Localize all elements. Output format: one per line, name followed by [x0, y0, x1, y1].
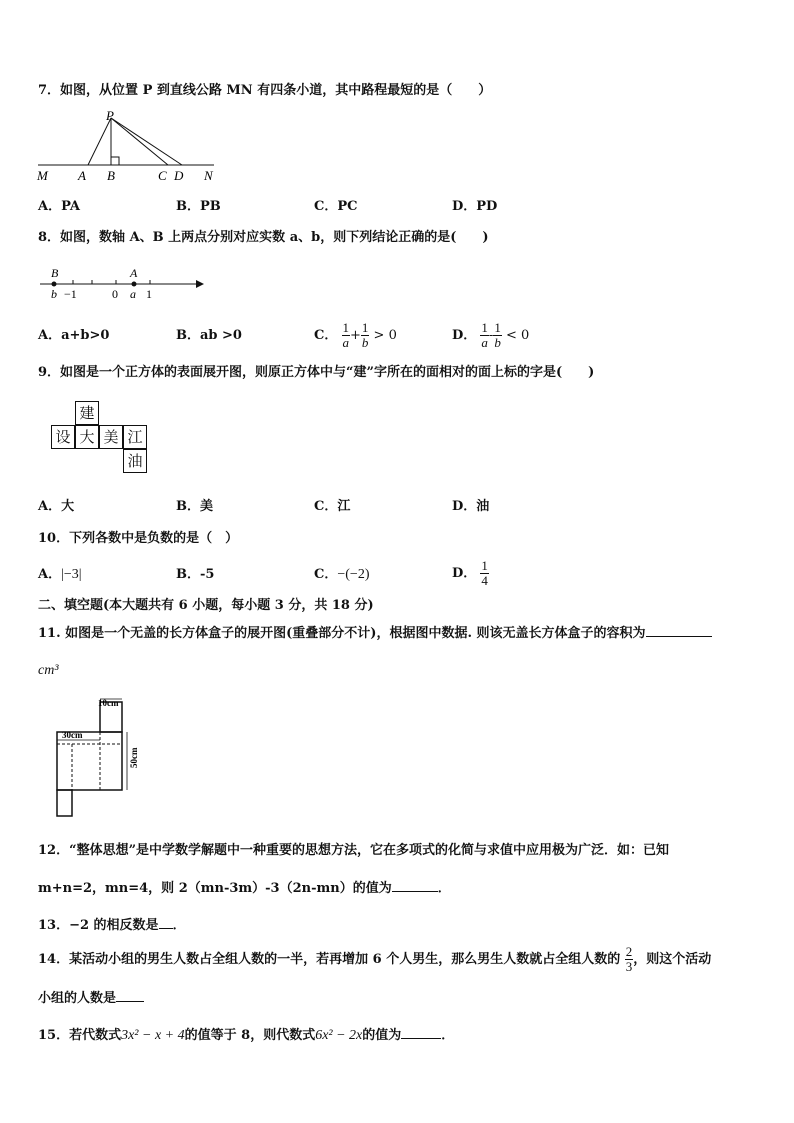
q11-blank — [646, 623, 712, 637]
q14-line1: 14．某活动小组的男生人数占全组人数的一半，若再增加 6 个人男生，那么男生人数就占全组人数的 $\frac{2}{3}$ ，则这个活动 — [38, 944, 712, 974]
dim-label-30cm: 30cm — [62, 730, 83, 740]
q8-option-d: D． $\frac{1}{a}$ - $\frac{1}{b}$ < 0 — [452, 320, 530, 350]
q7-option-c: C．PC — [314, 199, 358, 214]
q7-option-d: D．PD — [452, 199, 498, 214]
axis-label-neg1: −1 — [64, 287, 77, 301]
q15-stem: 15．若代数式3x² − x + 4的值等于 8，则代数式6x² − 2x的值为 ． — [38, 1025, 454, 1045]
axis-label-A: A — [130, 266, 138, 280]
q8-stem: 8．如图，数轴 A、B 上两点分别对应实数 a、b，则下列结论正确的是( ) — [38, 230, 489, 245]
axis-label-a: a — [130, 287, 136, 301]
q9-stem: 9．如图是一个正方体的表面展开图，则原正方体中与“建”字所在的面相对的面上标的字是( ) — [38, 365, 595, 380]
label-A: A — [78, 168, 86, 183]
q10-option-c: C．−(−2) — [314, 567, 370, 582]
axis-label-B: B — [51, 266, 59, 280]
q10-option-b: B．-5 — [176, 567, 215, 582]
q14-blank — [116, 988, 144, 1002]
q12-line2: m+n=2，mn=4，则 2（mn-3m）-3（2n-mn）的值为 ． — [38, 878, 451, 898]
net-cell-jiang: 江 — [123, 425, 147, 449]
label-B: B — [107, 168, 115, 183]
q7-option-b: B．PB — [176, 199, 221, 214]
q14-line2: 小组的人数是 — [38, 988, 144, 1008]
label-P: P — [106, 108, 114, 123]
q12-blank — [392, 878, 438, 892]
label-M: M — [37, 168, 48, 183]
dim-label-10cm: 10cm — [98, 698, 119, 708]
axis-label-b: b — [51, 287, 57, 301]
q12-line1: 12．“整体思想”是中学数学解题中一种重要的思想方法，它在多项式的化简与求值中应用极为广泛．如：已知 — [38, 843, 670, 858]
q7-stem: 7．如图，从位置 P 到直线公路 MN 有四条小道，其中路程最短的是（ ） — [38, 83, 492, 98]
q7-figure — [34, 108, 224, 186]
q9-option-b: B．美 — [176, 499, 213, 514]
q13-stem: 13．−2 的相反数是 ． — [38, 915, 186, 935]
q8-option-b: B．ab >0 — [176, 328, 242, 343]
q11-unit: cm³ — [38, 663, 59, 678]
q15-blank — [401, 1025, 441, 1039]
label-N: N — [204, 168, 213, 183]
label-D: D — [174, 168, 184, 183]
section-heading-fill-in: 二、填空题(本大题共有 6 小题，每小题 3 分，共 18 分) — [38, 598, 374, 613]
q8-option-c: C． $\frac{1}{a}$ + $\frac{1}{b}$ > 0 — [314, 320, 397, 350]
label-C: C — [158, 168, 167, 183]
axis-label-one: 1 — [146, 287, 152, 301]
q8-option-a: A．a+b>0 — [38, 328, 110, 343]
q13-blank — [159, 915, 173, 929]
q11-box-net-figure — [42, 696, 142, 820]
q9-option-c: C．江 — [314, 499, 351, 514]
net-cell-you: 油 — [123, 449, 147, 473]
net-cell-mei: 美 — [99, 425, 123, 449]
q9-option-d: D．油 — [452, 499, 490, 514]
net-cell-jian: 建 — [75, 401, 99, 425]
q10-option-a: A．|−3| — [38, 567, 82, 582]
q9-option-a: A．大 — [38, 499, 75, 514]
net-cell-she: 设 — [51, 425, 75, 449]
q10-stem: 10．下列各数中是负数的是（ ） — [38, 531, 239, 546]
dim-label-50cm: 50cm — [129, 747, 139, 768]
q7-option-a: A．PA — [38, 199, 81, 214]
q10-option-d: D． $\frac{1}{4}$ — [452, 558, 488, 588]
axis-label-zero: 0 — [112, 287, 118, 301]
net-cell-da: 大 — [75, 425, 99, 449]
q11-stem: 11. 如图是一个无盖的长方体盒子的展开图(重叠部分不计)，根据图中数据. 则该无盖长方体盒子的容积为 — [38, 623, 712, 643]
q8-number-line — [38, 264, 204, 304]
